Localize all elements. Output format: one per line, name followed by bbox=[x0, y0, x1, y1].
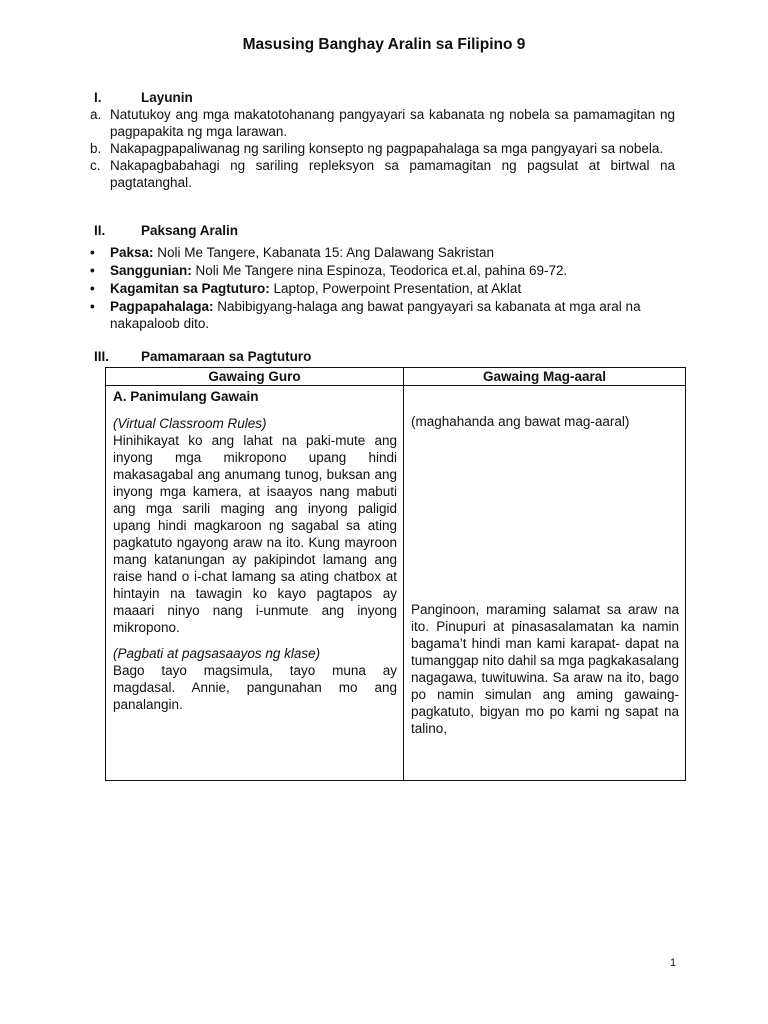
objective-item bbox=[88, 140, 675, 157]
topic-bullet-list bbox=[88, 244, 675, 333]
table-header-row bbox=[106, 368, 686, 386]
objective-item bbox=[88, 157, 675, 191]
section-number: III. bbox=[94, 349, 110, 364]
bullet-item-paksa bbox=[88, 244, 675, 261]
bullet-text: Laptop, Powerpoint Presentation, at Aklat bbox=[269, 281, 522, 296]
virtual-classroom-rules-title: (Virtual Classroom Rules) bbox=[113, 416, 267, 431]
column-header-gawaing-guro: Gawaing Guro bbox=[106, 368, 404, 386]
student-response-prayer: Panginoon, maraming salamat sa araw na ito. Pinupuri at pinasasalamatan ka namin bagama’t hindi man kami karapat- dapat na tumanggap nito dahil sa mga pagkakasalang nagagawa, tuwituwina. Sa araw na ito, bago po namin simulan ang aming gawaing-pagkatuto, bigyan mo po kami ng sapat na talino, bbox=[411, 602, 679, 736]
list-marker: a. bbox=[90, 107, 102, 122]
bullet-item-sanggunian bbox=[88, 262, 675, 279]
section-number: I. bbox=[94, 90, 102, 105]
page-number: 1 bbox=[670, 957, 677, 969]
section-title: Layunin bbox=[141, 90, 193, 105]
section-number: II. bbox=[94, 223, 106, 238]
bullet-icon: • bbox=[90, 263, 95, 278]
objective-text: Natutukoy ang mga makatotohanang pangyayari sa kabanata ng nobela sa pamamagitan ng pagpapakita ng mga larawan. bbox=[110, 107, 675, 139]
student-response-prepare: (maghahanda ang bawat mag-aaral) bbox=[411, 414, 630, 429]
lesson-procedure-table bbox=[105, 367, 686, 781]
section-title: Pamamaraan sa Pagtuturo bbox=[141, 349, 312, 364]
bullet-text: Noli Me Tangere nina Espinoza, Teodorica et.al, pahina 69-72. bbox=[191, 263, 568, 278]
pagbati-text: Bago tayo magsimula, tayo muna ay magdasal. Annie, pangunahan mo ang panalangin. bbox=[113, 663, 397, 712]
virtual-classroom-rules-text: Hinihikayat ko ang lahat na paki-mute ang inyong mga mikropono upang hindi makasagabal ang anumang tunog, buksan ang inyong mga kamera, at isaayos nang mabuti ang mga sarili maging ang inyong paligid upang hindi magkaroon ng sagabal sa ating pagkatuto ngayong araw na ito. Kung mayroon mang katanungan ay pakipindot lamang ang raise hand o i-chat lamang sa ating chatbox at hintayin na tawagin ko kayo pagtapos ay maaari ninyo nang i-unmute ang inyong mikropono. bbox=[113, 433, 397, 635]
list-marker: c. bbox=[90, 158, 101, 173]
objective-text: Nakapagbabahagi ng sariling repleksyon sa pamamagitan ng pagsulat at birtwal na pagtatanghal. bbox=[110, 158, 675, 190]
objective-item bbox=[88, 106, 675, 140]
section-title: Paksang Aralin bbox=[141, 223, 239, 238]
section-heading-paksang-aralin bbox=[94, 222, 238, 239]
bullet-icon: • bbox=[90, 245, 95, 260]
bullet-text: Noli Me Tangere, Kabanata 15: Ang Dalawang Sakristan bbox=[153, 245, 495, 260]
student-activity-cell bbox=[404, 386, 686, 781]
table-row bbox=[106, 386, 686, 781]
bullet-item-kagamitan bbox=[88, 280, 675, 297]
bullet-label: Kagamitan sa Pagtuturo: bbox=[110, 281, 270, 296]
bullet-icon: • bbox=[90, 281, 95, 296]
objectives-list bbox=[88, 106, 675, 191]
section-heading-pamamaraan bbox=[94, 348, 311, 365]
bullet-label: Paksa: bbox=[110, 245, 154, 260]
bullet-item-pagpapahalaga bbox=[88, 298, 675, 332]
bullet-text: Nabibigyang-halaga ang bawat pangyayari sa kabanata at mga aral na nakapaloob dito. bbox=[110, 299, 641, 331]
document-title: Masusing Banghay Aralin sa Filipino 9 bbox=[242, 36, 526, 53]
column-header-gawaing-mag-aaral: Gawaing Mag-aaral bbox=[404, 368, 686, 386]
teacher-activity-cell bbox=[106, 386, 404, 781]
bullet-icon: • bbox=[90, 299, 95, 314]
bullet-label: Pagpapahalaga: bbox=[110, 299, 214, 314]
section-heading-layunin bbox=[94, 89, 193, 106]
objective-text: Nakapagpapaliwanag ng sariling konsepto ng pagpapahalaga sa mga pangyayari sa nobela. bbox=[110, 141, 664, 156]
bullet-label: Sanggunian: bbox=[110, 263, 192, 278]
list-marker: b. bbox=[90, 141, 102, 156]
sub-heading-panimulang-gawain: A. Panimulang Gawain bbox=[113, 389, 259, 404]
pagbati-title: (Pagbati at pagsasaayos ng klase) bbox=[113, 646, 321, 661]
